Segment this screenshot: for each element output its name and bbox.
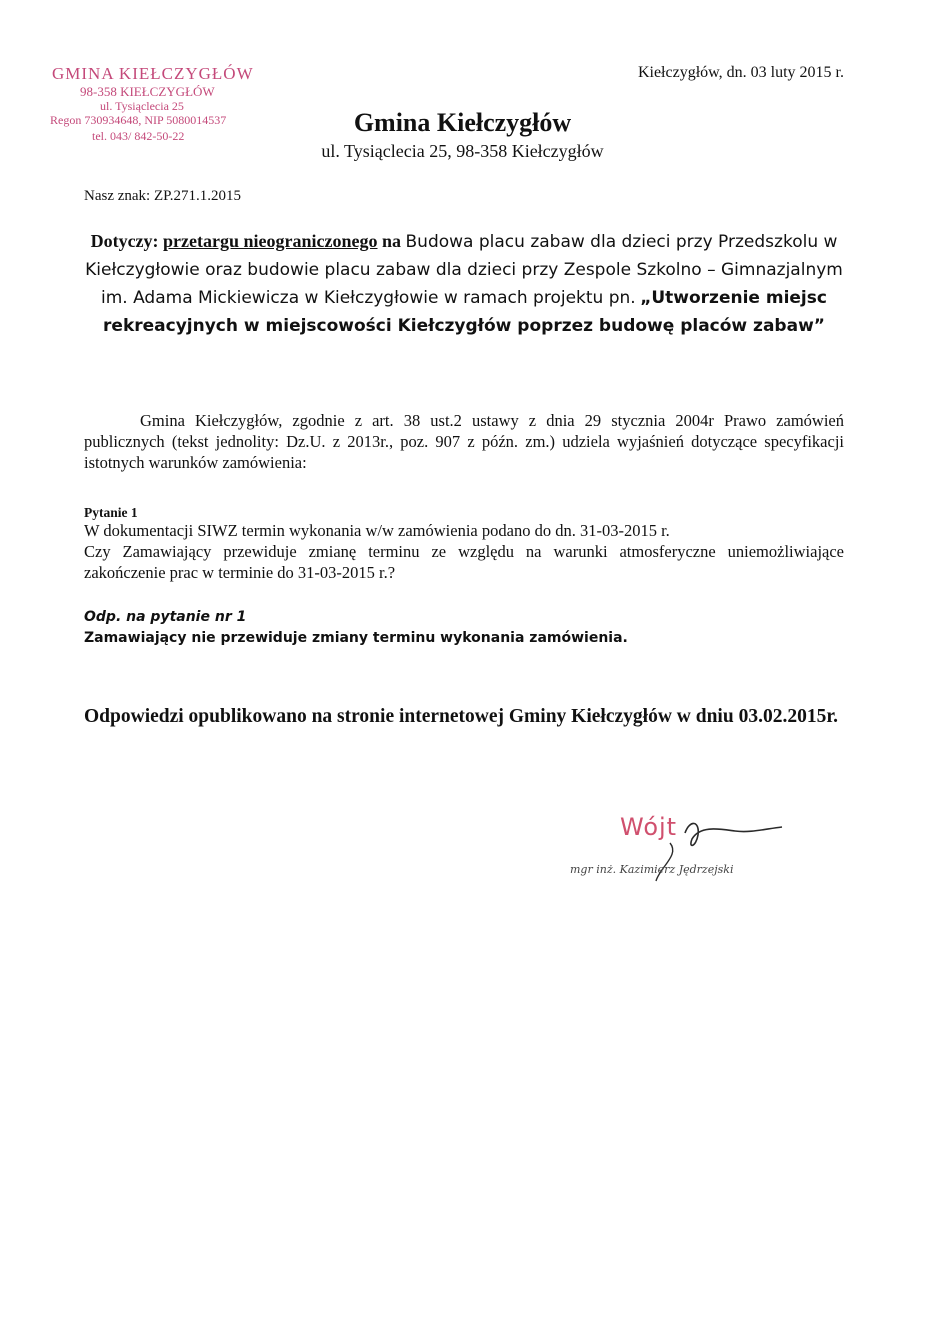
letter-date: Kiełczygłów, dn. 03 luty 2015 r. xyxy=(637,64,844,81)
subject-on: na xyxy=(382,231,402,251)
stamp-postcode: 98-358 KIEŁCZYGŁÓW xyxy=(80,84,215,99)
subject-project: „Utworzenie miejsc rekreacyjnych w miejscowości Kiełczygłów poprzez budowę placów zabaw” xyxy=(103,288,827,336)
question-line-1: W dokumentacji SIWZ termin wykonania w/w zamówienia podano do dn. 31-03-2015 r. xyxy=(84,521,670,540)
answer-text: Zamawiający nie przewiduje zmiany terminu wykonania zamówienia. xyxy=(84,630,628,646)
stamp-name: GMINA KIEŁCZYGŁÓW xyxy=(52,64,254,83)
subject-tender-type: przetargu nieograniczonego xyxy=(163,231,378,251)
question-line-2: Czy Zamawiający przewiduje zmianę terminu ze względu na warunki atmosferyczne uniemożliwiające zakończenie prac w terminie do 31-03-2015 r.? xyxy=(84,542,844,582)
question-title: Pytanie 1 xyxy=(84,505,138,520)
question-body xyxy=(84,520,844,583)
answer-title: Odp. na pytanie nr 1 xyxy=(84,609,247,625)
stamp-phone: tel. 043/ 842-50-22 xyxy=(92,129,185,143)
stamp-ids: Regon 730934648, NIP 5080014537 xyxy=(50,113,227,127)
page-title: Gmina Kiełczygłów xyxy=(353,108,572,137)
org-address: ul. Tysiąclecia 25, 98-358 Kiełczygłów xyxy=(321,141,604,161)
subject-label: Dotyczy: xyxy=(90,231,159,251)
stamp-street: ul. Tysiąclecia 25 xyxy=(100,99,184,113)
signature-name: mgr inż. Kazimierz Jędrzejski xyxy=(570,863,734,876)
intro-paragraph: Gmina Kiełczygłów, zgodnie z art. 38 ust.2 ustawy z dnia 29 stycznia 2004r Prawo zamówień publicznych (tekst jednolity: Dz.U. z 2013r., poz. 907 z późn. zm.) udziela wyjaśnień dotyczące specyfikacji istotnych warunków zamówienia: xyxy=(84,411,844,472)
publication-note: Odpowiedzi opublikowano na stronie internetowej Gminy Kiełczygłów w dniu 03.02.2015r. xyxy=(84,706,839,727)
signature-block xyxy=(560,805,790,895)
signature-role: Wójt xyxy=(620,813,678,841)
subject-block xyxy=(84,228,844,340)
reference-number: Nasz znak: ZP.271.1.2015 xyxy=(84,188,242,204)
subject-text: Budowa placu zabaw dla dzieci przy Przedszkolu w Kiełczygłowie oraz budowie placu zabaw dla dzieci przy Zespole Szkolno – Gimnazjalnym im. Adama Mickiewicza w Kiełczygłowie w ramach projektu pn. xyxy=(85,232,843,308)
handwritten-signature xyxy=(560,805,790,895)
